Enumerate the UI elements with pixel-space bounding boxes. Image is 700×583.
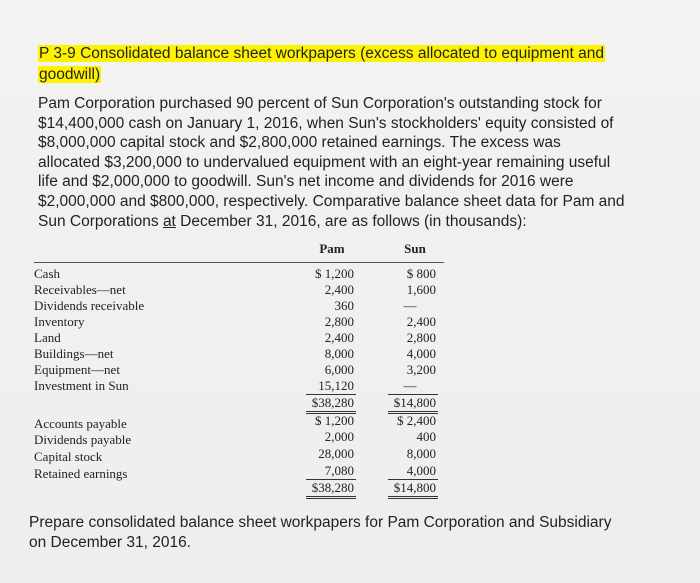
pam-value: 7,080	[324, 463, 354, 478]
pam-value: 360	[334, 298, 354, 313]
problem-title	[38, 43, 658, 85]
column-header-sun: Sun	[404, 241, 426, 256]
total-double-rule	[306, 496, 356, 499]
pam-value: 8,000	[324, 346, 354, 361]
total-double-rule	[388, 496, 438, 499]
problem-intro	[38, 94, 676, 231]
intro-line: $2,000,000 and $800,000, respectively. Comparative balance sheet data for Pam and	[38, 192, 625, 210]
underlined-word: at	[162, 212, 176, 230]
pam-value: $ 1,200	[315, 413, 354, 428]
sun-value: —	[403, 378, 417, 393]
sun-value: $ 800	[406, 266, 436, 281]
requirement-line: on December 31, 2016.	[29, 534, 191, 551]
pam-total-assets: $38,280	[311, 395, 354, 410]
sun-total-liabilities-equity: $14,800	[393, 480, 436, 495]
header-rule	[34, 262, 444, 263]
pam-value: 28,000	[318, 446, 354, 461]
intro-line: Pam Corporation purchased 90 percent of Sun Corporation's outstanding stock for	[38, 95, 602, 112]
pam-value: 2,400	[324, 330, 354, 345]
column-header-pam: Pam	[319, 241, 345, 256]
sun-value: $ 2,400	[397, 413, 436, 428]
sun-value: 2,400	[406, 314, 436, 329]
row-label: Dividends receivable	[34, 298, 145, 313]
intro-line: $8,000,000 capital stock and $2,800,000 retained earnings. The excess was	[38, 134, 561, 152]
pam-value: 15,120	[318, 378, 354, 393]
balance-sheet-table	[34, 238, 449, 503]
row-label: Accounts payable	[34, 416, 127, 431]
requirement-line: Prepare consolidated balance sheet workpapers for Pam Corporation and Subsidiary	[29, 514, 612, 531]
row-label: Receivables—net	[34, 282, 126, 297]
sun-value: 4,000	[406, 463, 436, 478]
intro-text: Sun Corporations	[38, 212, 163, 230]
row-label: Dividends payable	[34, 432, 132, 447]
intro-text: December 31, 2016, are as follows (in thousands):	[175, 212, 527, 230]
sun-value: 1,600	[406, 282, 436, 297]
intro-line: life and $2,000,000 to goodwill. Sun's net income and dividends for 2016 were	[38, 173, 574, 191]
sun-value: 400	[416, 429, 436, 444]
sun-value: 3,200	[406, 362, 436, 377]
pam-value: 2,400	[324, 282, 354, 297]
sun-value: —	[403, 298, 417, 313]
pam-value: $ 1,200	[315, 266, 354, 281]
row-label: Cash	[34, 266, 60, 281]
intro-line: $14,400,000 cash on January 1, 2016, when Sun's stockholders' equity consisted of	[38, 114, 614, 132]
title-highlight: P 3-9 Consolidated balance sheet workpapers (excess allocated to equipment and goodwill)	[39, 45, 604, 83]
pam-value: 2,800	[324, 314, 354, 329]
sun-value: 8,000	[406, 446, 436, 461]
row-label: Buildings—net	[34, 346, 114, 361]
intro-line-last	[38, 212, 676, 232]
intro-line: allocated $3,200,000 to undervalued equipment with an eight-year remaining useful	[38, 153, 611, 171]
sun-total-assets: $14,800	[393, 395, 436, 410]
row-label: Investment in Sun	[34, 378, 129, 393]
pam-value: 2,000	[324, 429, 354, 444]
row-label: Equipment—net	[34, 362, 120, 377]
row-label: Retained earnings	[34, 466, 128, 481]
row-label: Capital stock	[34, 449, 103, 464]
pam-total-liabilities-equity: $38,280	[311, 480, 354, 495]
sun-value: 2,800	[406, 330, 436, 345]
problem-requirement	[29, 513, 694, 553]
sun-value: 4,000	[406, 346, 436, 361]
row-label: Inventory	[34, 314, 85, 329]
pam-value: 6,000	[324, 362, 354, 377]
row-label: Land	[34, 330, 61, 345]
